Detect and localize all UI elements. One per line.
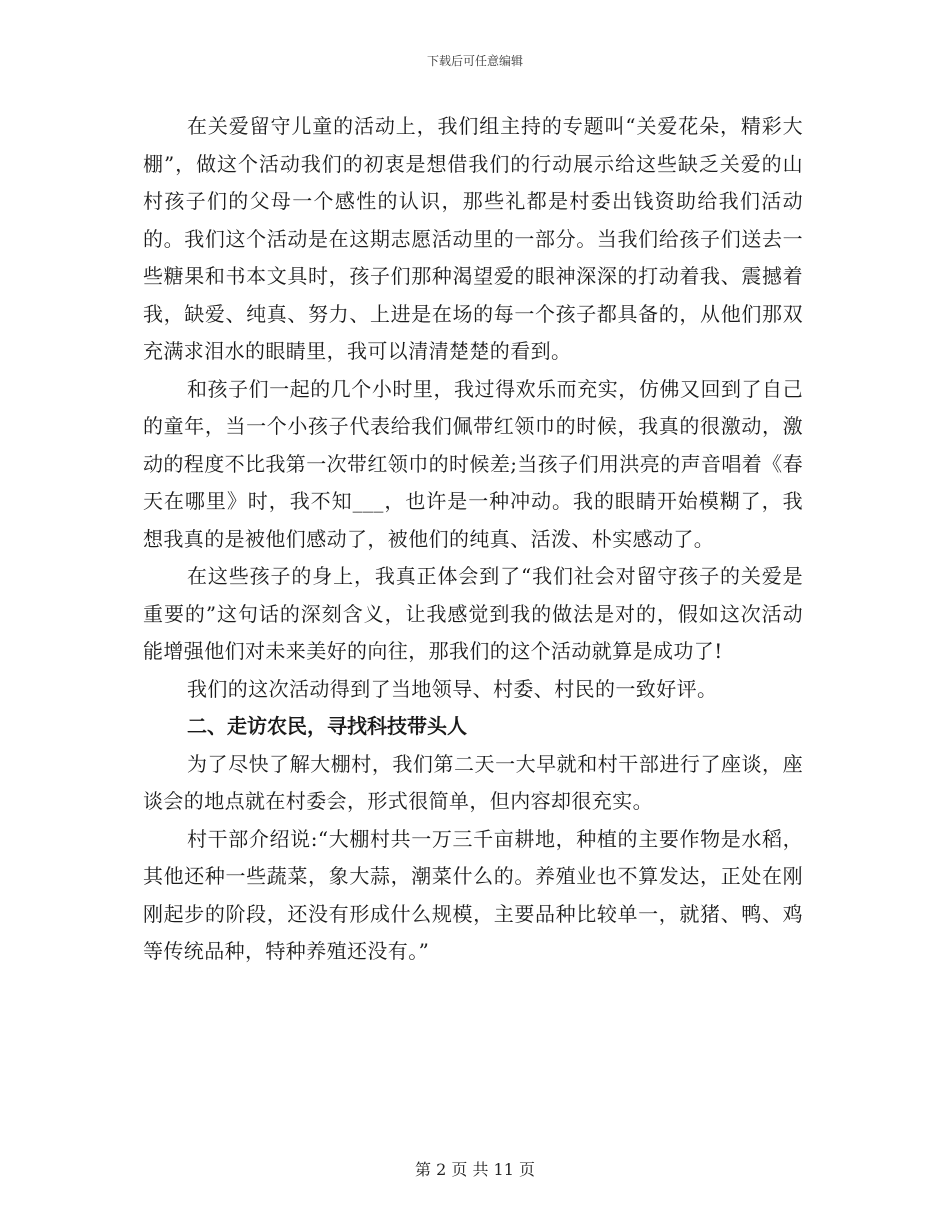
paragraph-3: 在这些孩子的身上，我真正体会到了“我们社会对留守孩子的关爱是重要的”这句话的深刻含义，让我感觉到我的做法是对的，假如这次活动能增强他们对未来美好的向往，那我们的这个活动就算是成功了! bbox=[143, 564, 803, 663]
document-body bbox=[143, 108, 803, 971]
header-note: 下载后可任意编辑 bbox=[426, 54, 523, 68]
paragraph-5: 为了尽快了解大棚村，我们第二天一大早就和村干部进行了座谈，座谈会的地点就在村委会，形式很简单，但内容却很充实。 bbox=[143, 751, 803, 813]
paragraph-2: 和孩子们一起的几个小时里，我过得欢乐而充实，仿佛又回到了自己的童年，当一个小孩子代表给我们佩带红领巾的时候，我真的很激动，激动的程度不比我第一次带红领巾的时候差;当孩子们用洪亮的声音唱着《春天在哪里》时，我不知___，也许是一种冲动。我的眼睛开始模糊了，我想我真的是被他们感动了，被他们的纯真、活泼、朴实感动了。 bbox=[143, 376, 803, 551]
section-heading: 二、走访农民，寻找科技带头人 bbox=[187, 714, 467, 738]
paragraph-6: 村干部介绍说:“大棚村共一万三千亩耕地，种植的主要作物是水稻，其他还种一些蔬菜，象大蒜，潮菜什么的。养殖业也不算发达，正处在刚刚起步的阶段，还没有形成什么规模，主要品种比较单一，就猪、鸭、鸡等传统品种，特种养殖还没有。” bbox=[143, 826, 803, 963]
paragraph-4: 我们的这次活动得到了当地领导、村委、村民的一致好评。 bbox=[187, 676, 718, 701]
paragraph-1: 在关爱留守儿童的活动上，我们组主持的专题叫“关爱花朵，精彩大棚”，做这个活动我们的初衷是想借我们的行动展示给这些缺乏关爱的山村孩子们的父母一个感性的认识，那些礼都是村委出钱资助给我们活动的。我们这个活动是在这期志愿活动里的一部分。当我们给孩子们送去一些糖果和书本文具时，孩子们那种渴望爱的眼神深深的打动着我、震撼着我，缺爱、纯真、努力、上进是在场的每一个孩子都具备的，从他们那双充满求泪水的眼睛里，我可以清清楚楚的看到。 bbox=[143, 114, 803, 363]
page-number: 第 2 页 共 11 页 bbox=[415, 1160, 535, 1179]
